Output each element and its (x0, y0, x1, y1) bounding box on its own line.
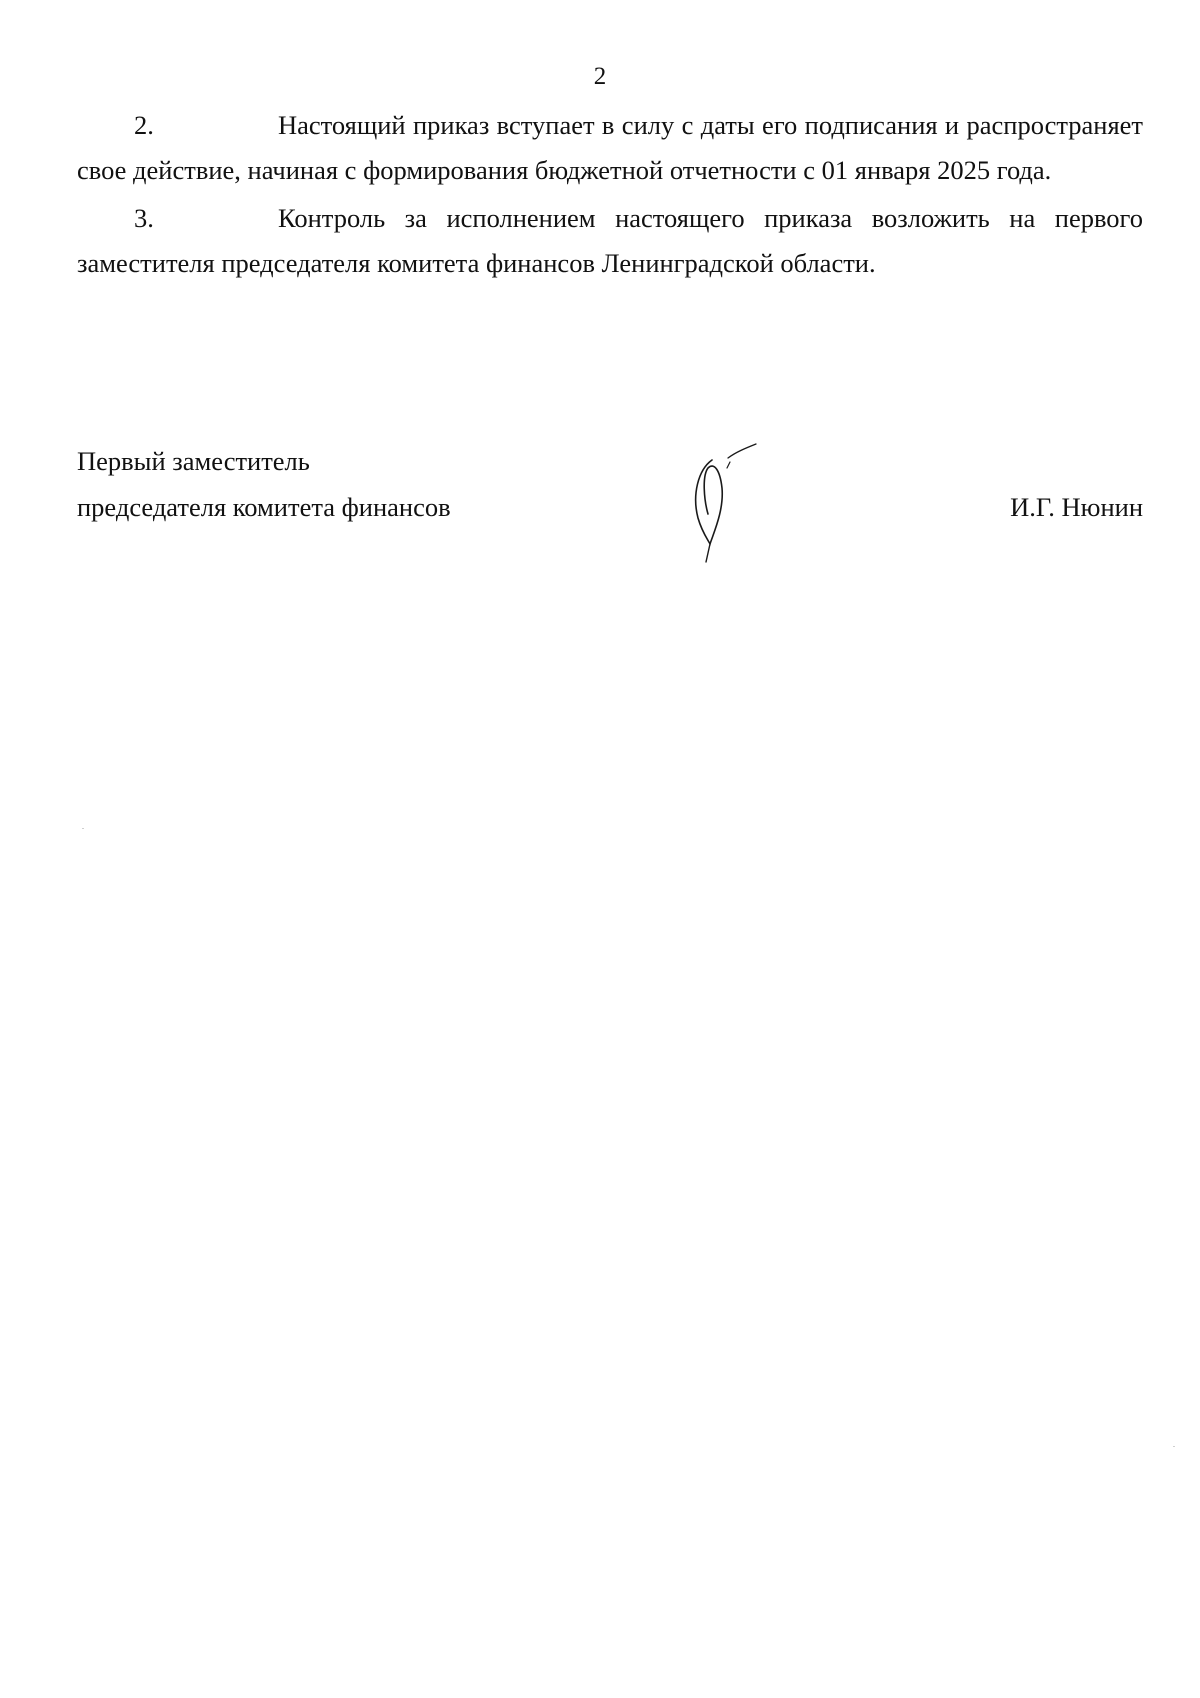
signatory-title-line-2: председателя комитета финансов (77, 492, 451, 522)
paragraph-text: Настоящий приказ вступает в силу с даты его подписания и распространяет свое действие, начиная с формирования бюджетной отчетности с 01 января 2025 года. (77, 110, 1143, 185)
paragraph-2 (77, 103, 1143, 193)
scan-speck (82, 828, 84, 829)
paragraph-number: 3. (134, 203, 154, 233)
paragraph-3 (77, 196, 1143, 286)
handwritten-signature (680, 440, 780, 570)
page-number: 2 (593, 63, 607, 90)
document-body (77, 103, 1143, 289)
paragraph-number: 2. (134, 110, 154, 140)
signature-block (77, 438, 1143, 530)
signatory-title-line-1: Первый заместитель (77, 446, 310, 476)
scan-speck (1173, 1446, 1175, 1447)
paragraph-text: Контроль за исполнением настоящего приказа возложить на первого заместителя председателя комитета финансов Ленинградской области. (77, 203, 1143, 278)
signatory-name: И.Г. Нюнин (1010, 492, 1143, 522)
